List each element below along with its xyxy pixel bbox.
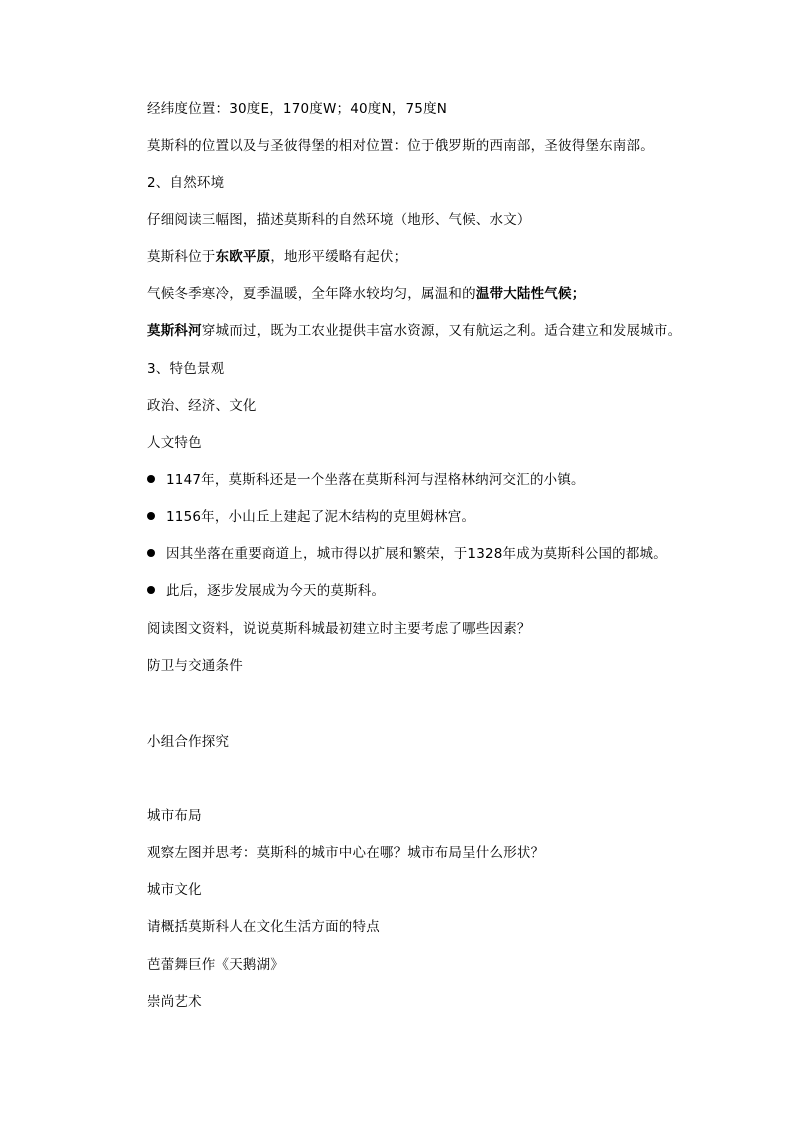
city-culture-question: 请概括莫斯科人在文化生活方面的特点 (147, 919, 380, 935)
climate-line (147, 285, 585, 303)
river-suffix: 穿城而过，既为工农业提供丰富水资源，又有航运之利。适合建立和发展城市。 (201, 323, 682, 339)
group-explore-heading: 小组合作探究 (147, 734, 230, 750)
river-line (147, 322, 681, 340)
bullet-text-4: 此后，逐步发展成为今天的莫斯科。 (166, 583, 386, 599)
read-maps-prompt: 仔细阅读三幅图，描述莫斯科的自然环境（地形、气候、水文） (147, 212, 531, 228)
climate-bold: 温带大陆性气候； (475, 286, 586, 302)
bullet-dot-icon (147, 549, 155, 557)
politics-economy-culture: 政治、经济、文化 (147, 398, 257, 414)
terrain-prefix: 莫斯科位于 (147, 249, 216, 265)
heading-special-landscape: 3、特色景观 (147, 361, 225, 377)
terrain-line (147, 248, 407, 266)
city-layout-question: 观察左图并思考：莫斯科的城市中心在哪？城市布局呈什么形状？ (147, 845, 545, 861)
terrain-bold: 东欧平原 (215, 249, 271, 265)
humanities-heading: 人文特色 (147, 435, 202, 451)
heading-natural-environment: 2、自然环境 (147, 175, 225, 191)
city-layout-heading: 城市布局 (147, 808, 202, 824)
bullet-item-3 (147, 545, 667, 563)
bullet-dot-icon (147, 475, 155, 483)
ballet-line: 芭蕾舞巨作《天鹅湖》 (147, 957, 284, 973)
bullet-text-3: 因其坐落在重要商道上，城市得以扩展和繁荣，于1328年成为莫斯科公国的都城。 (166, 546, 667, 562)
bullet-item-2 (147, 508, 475, 526)
bullet-dot-icon (147, 512, 155, 520)
founding-answer: 防卫与交通条件 (147, 658, 243, 674)
art-line: 崇尚艺术 (147, 994, 202, 1010)
bullet-item-1 (147, 471, 585, 489)
relative-position-line: 莫斯科的位置以及与圣彼得堡的相对位置：位于俄罗斯的西南部，圣彼得堡东南部。 (147, 138, 654, 154)
bullet-item-4 (147, 582, 385, 600)
city-culture-heading: 城市文化 (147, 882, 202, 898)
bullet-text-2: 1156年，小山丘上建起了泥木结构的克里姆林宫。 (166, 509, 476, 525)
terrain-suffix: ，地形平缓略有起伏； (270, 249, 408, 265)
climate-prefix: 气候冬季寒冷，夏季温暖，全年降水较均匀，属温和的 (147, 286, 476, 302)
founding-question: 阅读图文资料，说说莫斯科城最初建立时主要考虑了哪些因素？ (147, 621, 531, 637)
bullet-dot-icon (147, 586, 155, 594)
bullet-text-1: 1147年，莫斯科还是一个坐落在莫斯科河与涅格林纳河交汇的小镇。 (166, 472, 585, 488)
river-bold: 莫斯科河 (147, 323, 202, 339)
coordinates-line: 经纬度位置：30度E，170度W；40度N，75度N (147, 101, 448, 117)
